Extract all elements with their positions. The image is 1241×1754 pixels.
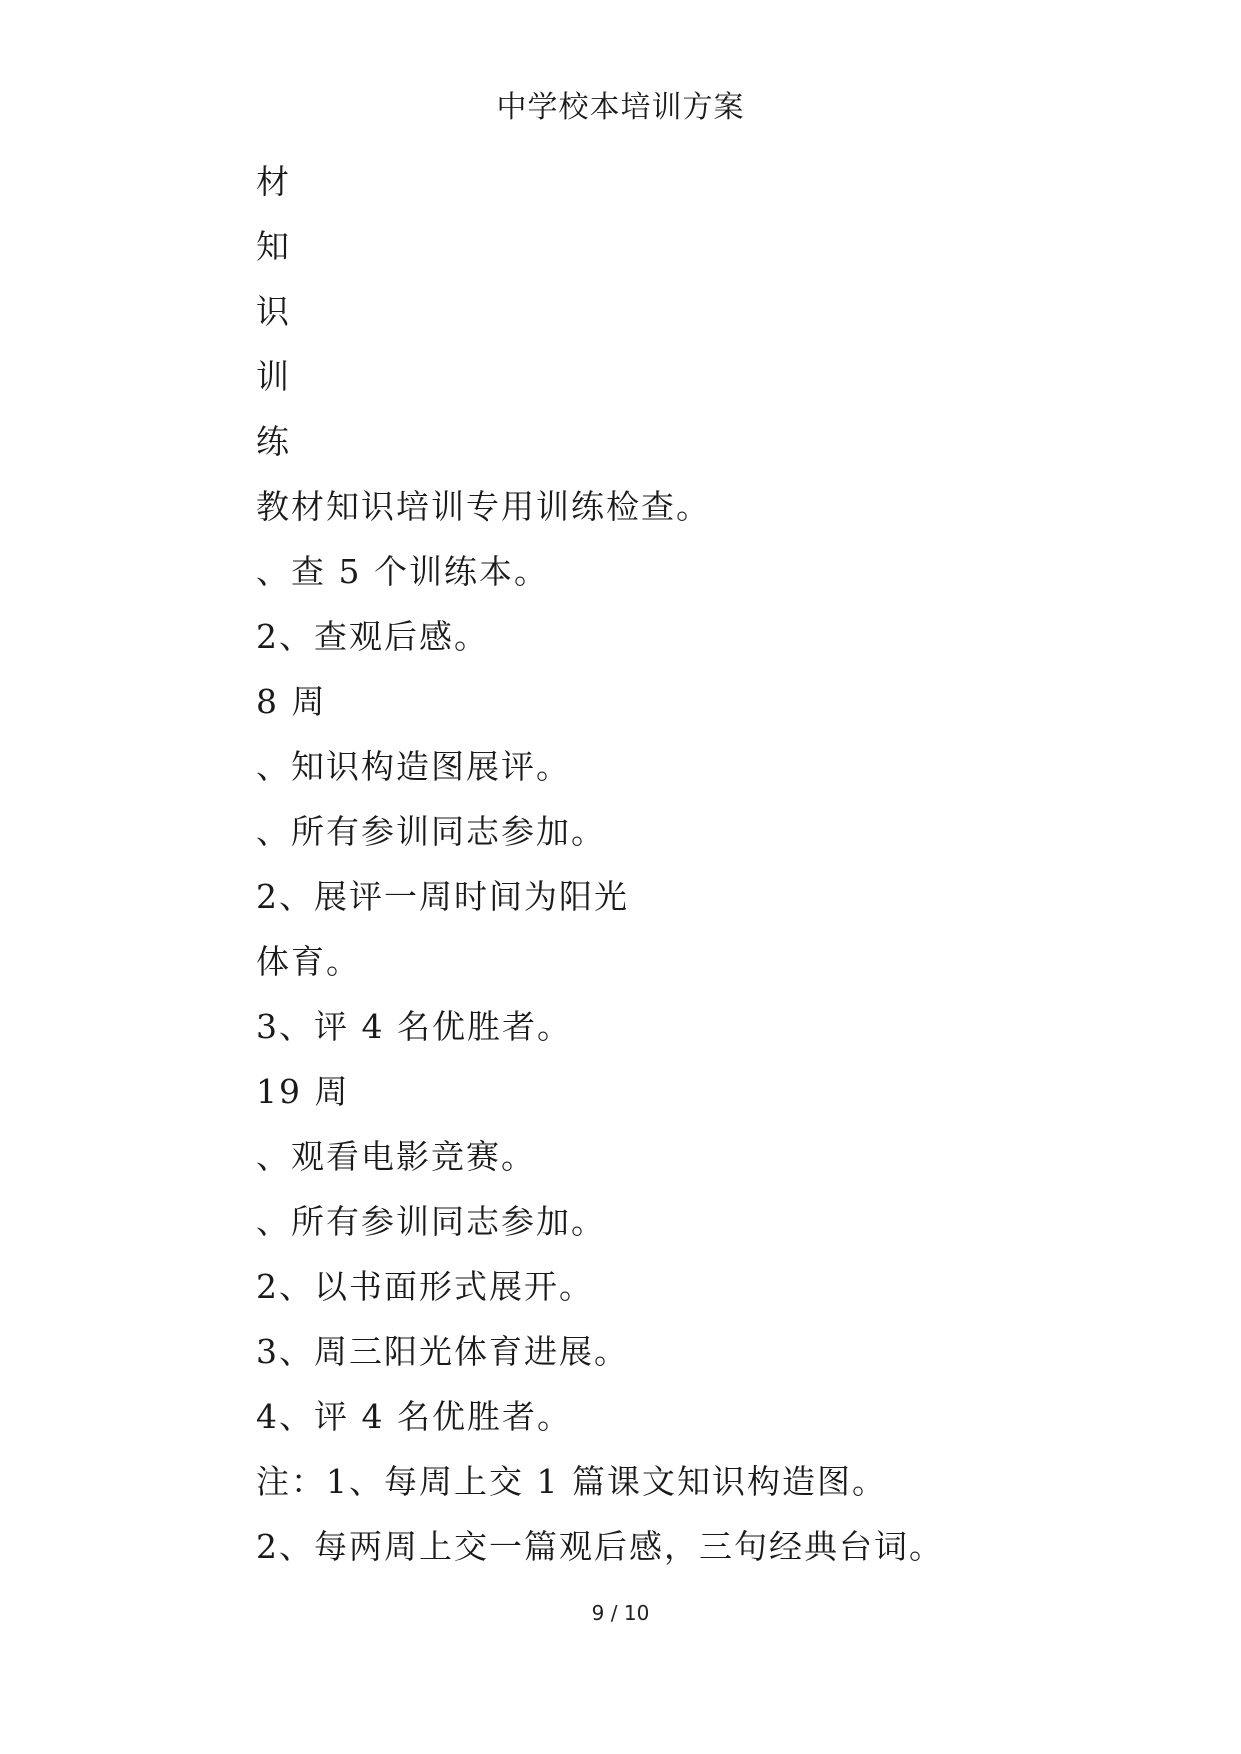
page-number: 9 / 10 [591, 1601, 650, 1625]
text-line: 练 [256, 422, 291, 461]
text-line: 、知识构造图展评。 [256, 747, 571, 786]
text-line: 3、周三阳光体育进展。 [256, 1332, 629, 1371]
text-line: 、所有参训同志参加。 [256, 1202, 606, 1241]
text-line: 3、评 4 名优胜者。 [256, 1007, 572, 1046]
text-line: 识 [256, 292, 291, 331]
text-line: 2、查观后感。 [256, 617, 489, 656]
text-line: 2、每两周上交一篇观后感，三句经典台词。 [256, 1527, 944, 1566]
document-body [256, 162, 1156, 1592]
text-line: 材 [256, 162, 291, 201]
text-line: 、观看电影竞赛。 [256, 1137, 536, 1176]
text-line: 教材知识培训专用训练检查。 [256, 487, 711, 526]
text-line: 8 周 [256, 682, 327, 721]
text-line: 2、展评一周时间为阳光 [256, 877, 629, 916]
text-line: 体育。 [256, 942, 361, 981]
text-line: 4、评 4 名优胜者。 [256, 1397, 572, 1436]
page-header-title: 中学校本培训方案 [496, 90, 745, 125]
text-line: 、查 5 个训练本。 [256, 552, 549, 591]
text-line: 19 周 [256, 1072, 350, 1111]
text-line: 知 [256, 227, 291, 266]
text-line: 注：1、每周上交 1 篇课文知识构造图。 [256, 1462, 887, 1501]
text-line: 、所有参训同志参加。 [256, 812, 606, 851]
text-line: 2、以书面形式展开。 [256, 1267, 594, 1306]
text-line: 训 [256, 357, 291, 396]
